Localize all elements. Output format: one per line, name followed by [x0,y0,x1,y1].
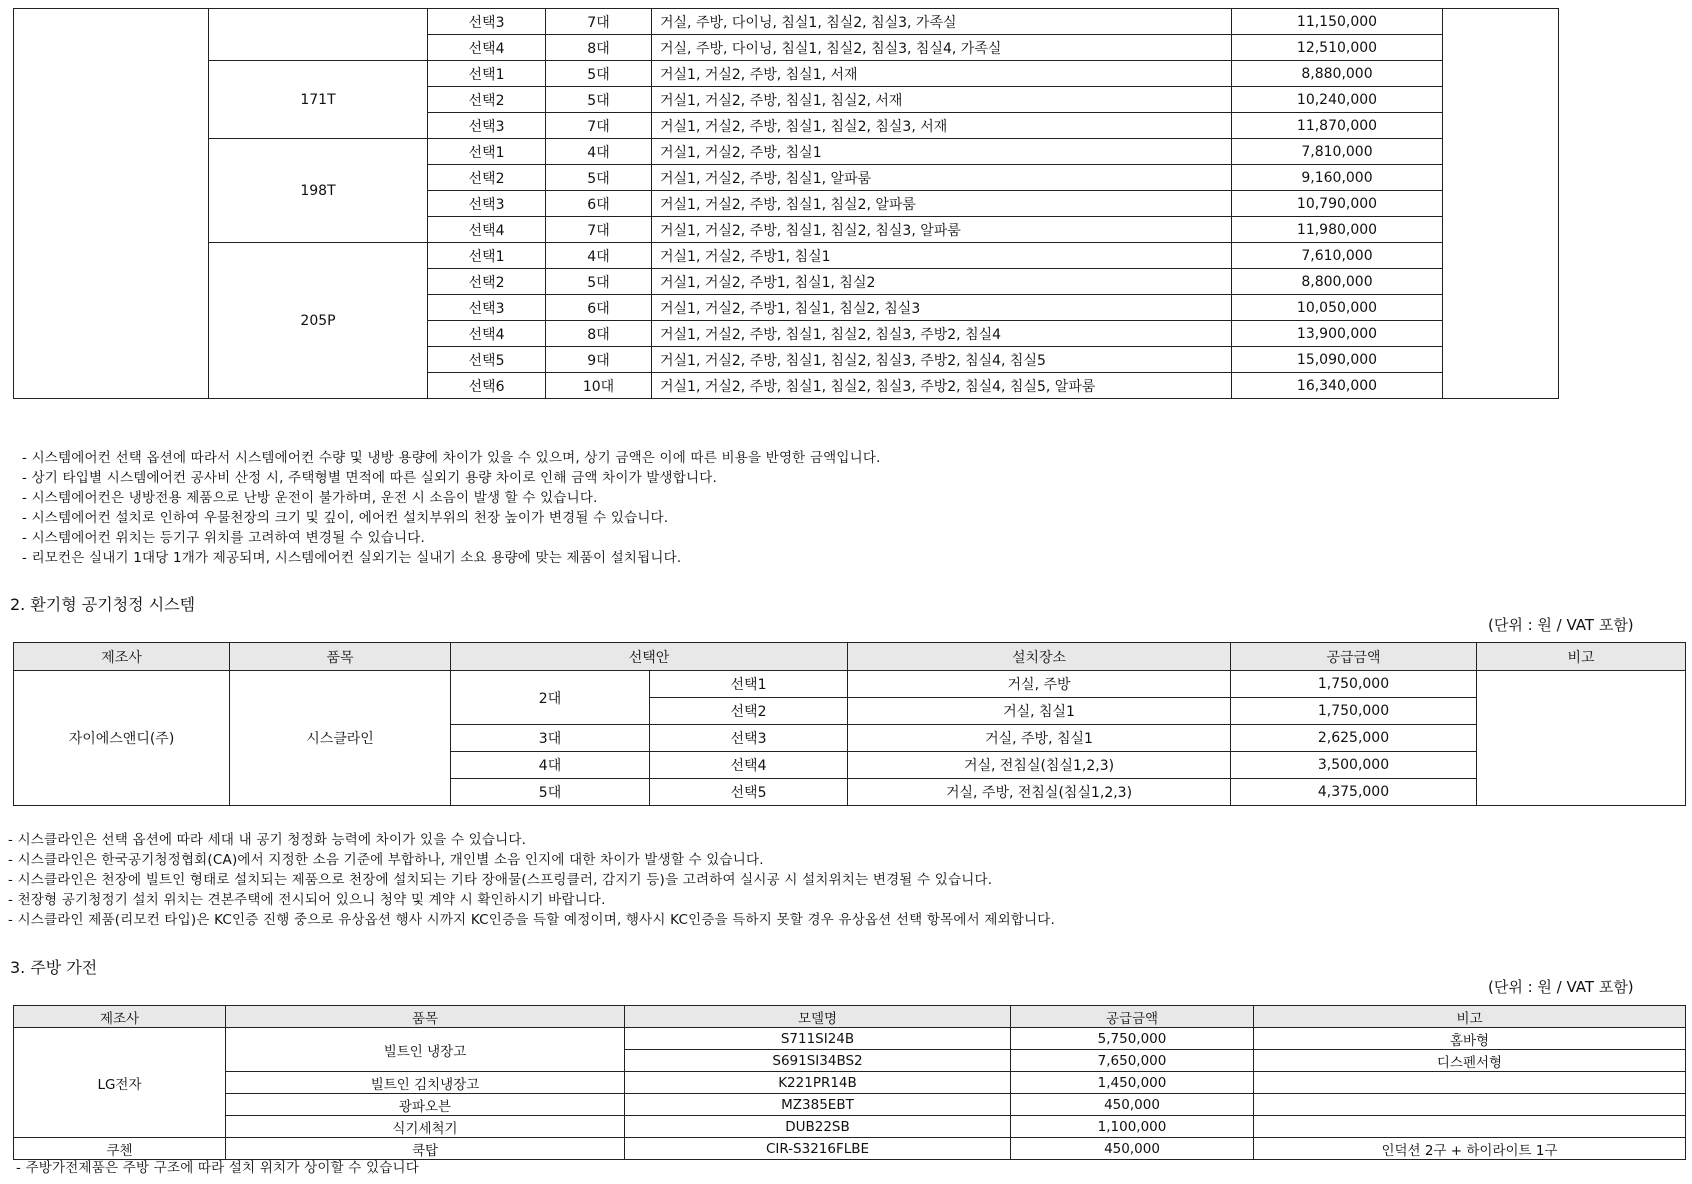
option-cell: 선택1 [428,61,546,87]
note-line: - 시스클라인은 선택 옵션에 따라 세대 내 공기 청정화 능력에 차이가 있을 수 있습니다. [8,832,527,848]
option-cell: 선택3 [428,9,546,35]
units-cell: 5대 [546,61,652,87]
model-cell: DUB22SB [625,1116,1011,1138]
maker-cell [14,9,209,399]
units-cell: 6대 [546,295,652,321]
price-cell: 11,980,000 [1232,217,1443,243]
section3-title: 3. 주방 가전 [10,958,98,977]
location-cell: 거실1, 거실2, 주방1, 침실1, 침실2 [652,269,1232,295]
location-cell: 거실1, 거실2, 주방, 침실1, 침실2, 침실3, 주방2, 침실4, 침실5 [652,347,1232,373]
note-line: - 시스템에어컨 위치는 등기구 위치를 고려하여 변경될 수 있습니다. [22,530,425,546]
header-model: 모델명 [625,1006,1011,1028]
price-cell: 11,870,000 [1232,113,1443,139]
units-cell: 4대 [546,139,652,165]
note-cell: 디스펜서형 [1254,1050,1686,1072]
price-cell: 2,625,000 [1231,725,1477,752]
price-cell: 450,000 [1011,1094,1254,1116]
note-cell [1254,1116,1686,1138]
ac-notes [22,448,881,568]
table-row [14,671,1686,698]
table-header-row [14,643,1686,671]
maker-cell: LG전자 [14,1028,226,1138]
price-cell: 16,340,000 [1232,373,1443,399]
item-cell: 식기세척기 [226,1116,625,1138]
option-cell: 선택4 [428,35,546,61]
option-cell: 선택5 [650,779,848,806]
location-cell: 거실, 주방 [848,671,1231,698]
item-cell: 빌트인 김치냉장고 [226,1072,625,1094]
model-cell: S711SI24B [625,1028,1011,1050]
section2-title: 2. 환기형 공기청정 시스템 [10,595,196,614]
price-cell: 450,000 [1011,1138,1254,1160]
header-price: 공급금액 [1011,1006,1254,1028]
option-cell: 선택6 [428,373,546,399]
units-cell: 8대 [546,321,652,347]
type-cell: 198T [209,139,428,243]
table-row [14,139,1559,165]
note-cell: 홈바형 [1254,1028,1686,1050]
header-item: 품목 [230,643,451,671]
location-cell: 거실1, 거실2, 주방, 침실1, 침실2, 침실3, 알파룸 [652,217,1232,243]
note-cell: 인덕션 2구 + 하이라이트 1구 [1254,1138,1686,1160]
location-cell: 거실1, 거실2, 주방1, 침실1, 침실2, 침실3 [652,295,1232,321]
note-line: - 상기 타입별 시스템에어컨 공사비 산정 시, 주택형별 면적에 따른 실외기 용량 차이로 인해 금액 차이가 발생합니다. [22,470,717,486]
note-line: - 시스클라인은 천장에 빌트인 형태로 설치되는 제품으로 천장에 설치되는 기타 장애물(스프링클러, 감지기 등)을 고려하여 실시공 시 설치위치는 변경될 수 있습니다. [8,872,993,888]
option-cell: 선택1 [428,139,546,165]
table-row [14,1116,1686,1138]
item-cell: 시스클라인 [230,671,451,806]
note-cell [1477,671,1686,806]
note-cell [1254,1094,1686,1116]
note-line: - 시스템에어컨 선택 옵션에 따라서 시스템에어컨 수량 및 냉방 용량에 차이가 있을 수 있으며, 상기 금액은 이에 따른 비용을 반영한 금액입니다. [22,450,881,466]
option-cell: 선택3 [428,295,546,321]
option-cell: 선택4 [650,752,848,779]
header-location: 설치장소 [848,643,1231,671]
location-cell: 거실, 침실1 [848,698,1231,725]
model-cell: MZ385EBT [625,1094,1011,1116]
table-row [14,1028,1686,1050]
air-purifier-notes [8,830,1055,930]
units-cell: 5대 [546,269,652,295]
item-cell: 광파오븐 [226,1094,625,1116]
price-cell: 7,610,000 [1232,243,1443,269]
option-cell: 선택3 [650,725,848,752]
price-cell: 1,450,000 [1011,1072,1254,1094]
price-cell: 7,650,000 [1011,1050,1254,1072]
price-cell: 1,750,000 [1231,698,1477,725]
model-cell: S691SI34BS2 [625,1050,1011,1072]
units-cell: 7대 [546,113,652,139]
option-cell: 선택2 [428,87,546,113]
units-cell: 2대 [451,671,650,725]
price-cell: 8,880,000 [1232,61,1443,87]
kitchen-appliance-table [13,1005,1686,1160]
note-line: - 주방가전제품은 주방 구조에 따라 설치 위치가 상이할 수 있습니다 [16,1160,419,1176]
option-cell: 선택3 [428,191,546,217]
units-cell: 4대 [451,752,650,779]
units-cell: 6대 [546,191,652,217]
units-cell: 10대 [546,373,652,399]
table-row [14,1138,1686,1160]
option-cell: 선택2 [650,698,848,725]
price-cell: 9,160,000 [1232,165,1443,191]
type-cell: 171T [209,61,428,139]
maker-cell: 쿠첸 [14,1138,226,1160]
item-cell: 쿡탑 [226,1138,625,1160]
price-cell: 10,240,000 [1232,87,1443,113]
location-cell: 거실, 전침실(침실1,2,3) [848,752,1231,779]
table-row [14,61,1559,87]
location-cell: 거실1, 거실2, 주방, 침실1, 서재 [652,61,1232,87]
header-maker: 제조사 [14,1006,226,1028]
units-cell: 5대 [451,779,650,806]
table-row [14,9,1559,35]
note-line: - 시스템에어컨은 냉방전용 제품으로 난방 운전이 불가하며, 운전 시 소음이 발생 할 수 있습니다. [22,490,598,506]
price-cell: 1,750,000 [1231,671,1477,698]
price-cell: 10,050,000 [1232,295,1443,321]
table-row [14,1094,1686,1116]
option-cell: 선택3 [428,113,546,139]
option-cell: 선택5 [428,347,546,373]
header-choice: 선택안 [451,643,848,671]
price-cell: 11,150,000 [1232,9,1443,35]
option-cell: 선택2 [428,269,546,295]
location-cell: 거실, 주방, 다이닝, 침실1, 침실2, 침실3, 가족실 [652,9,1232,35]
air-purifier-table [13,642,1686,806]
header-item: 품목 [226,1006,625,1028]
type-cell [209,9,428,61]
option-cell: 선택2 [428,165,546,191]
model-cell: CIR-S3216FLBE [625,1138,1011,1160]
price-cell: 3,500,000 [1231,752,1477,779]
location-cell: 거실1, 거실2, 주방, 침실1, 침실2, 침실3, 주방2, 침실4 [652,321,1232,347]
type-cell: 205P [209,243,428,399]
units-cell: 5대 [546,87,652,113]
units-cell: 8대 [546,35,652,61]
price-cell: 4,375,000 [1231,779,1477,806]
option-cell: 선택1 [650,671,848,698]
location-cell: 거실1, 거실2, 주방, 침실1, 침실2, 침실3, 주방2, 침실4, 침실5, 알파룸 [652,373,1232,399]
table-row [14,243,1559,269]
units-cell: 7대 [546,9,652,35]
note-line: - 시스템에어컨 설치로 인하여 우물천장의 크기 및 깊이, 에어컨 설치부위의 천장 높이가 변경될 수 있습니다. [22,510,669,526]
price-cell: 10,790,000 [1232,191,1443,217]
option-cell: 선택4 [428,321,546,347]
section2-unit: (단위 : 원 / VAT 포함) [1488,616,1634,634]
note-cell [1443,9,1559,399]
units-cell: 4대 [546,243,652,269]
location-cell: 거실, 주방, 전침실(침실1,2,3) [848,779,1231,806]
location-cell: 거실, 주방, 침실1 [848,725,1231,752]
price-cell: 12,510,000 [1232,35,1443,61]
location-cell: 거실1, 거실2, 주방, 침실1 [652,139,1232,165]
location-cell: 거실1, 거실2, 주방, 침실1, 침실2, 알파룸 [652,191,1232,217]
price-cell: 13,900,000 [1232,321,1443,347]
location-cell: 거실1, 거실2, 주방, 침실1, 알파룸 [652,165,1232,191]
option-cell: 선택4 [428,217,546,243]
note-line: - 시스클라인은 한국공기청정협회(CA)에서 지정한 소음 기준에 부합하나, 개인별 소음 인지에 대한 차이가 발생할 수 있습니다. [8,852,764,868]
kitchen-notes [16,1158,419,1178]
header-maker: 제조사 [14,643,230,671]
header-price: 공급금액 [1231,643,1477,671]
model-cell: K221PR14B [625,1072,1011,1094]
header-note: 비고 [1254,1006,1686,1028]
price-cell: 5,750,000 [1011,1028,1254,1050]
units-cell: 5대 [546,165,652,191]
note-line: - 시스클라인 제품(리모컨 타입)은 KC인증 진행 중으로 유상옵션 행사 시까지 KC인증을 득할 예정이며, 행사시 KC인증을 득하지 못할 경우 유상옵션 선택 항목에서 제외합니다. [8,912,1056,928]
ac-option-table [13,8,1559,399]
price-cell: 8,800,000 [1232,269,1443,295]
location-cell: 거실1, 거실2, 주방, 침실1, 침실2, 침실3, 서재 [652,113,1232,139]
maker-cell: 자이에스앤디(주) [14,671,230,806]
units-cell: 9대 [546,347,652,373]
price-cell: 7,810,000 [1232,139,1443,165]
price-cell: 15,090,000 [1232,347,1443,373]
price-cell: 1,100,000 [1011,1116,1254,1138]
section3-unit: (단위 : 원 / VAT 포함) [1488,978,1634,996]
item-cell: 빌트인 냉장고 [226,1028,625,1072]
units-cell: 3대 [451,725,650,752]
location-cell: 거실1, 거실2, 주방1, 침실1 [652,243,1232,269]
note-line: - 천장형 공기청정기 설치 위치는 견본주택에 전시되어 있으니 청약 및 계약 시 확인하시기 바랍니다. [8,892,606,908]
location-cell: 거실, 주방, 다이닝, 침실1, 침실2, 침실3, 침실4, 가족실 [652,35,1232,61]
option-cell: 선택1 [428,243,546,269]
units-cell: 7대 [546,217,652,243]
header-note: 비고 [1477,643,1686,671]
location-cell: 거실1, 거실2, 주방, 침실1, 침실2, 서재 [652,87,1232,113]
table-row [14,1072,1686,1094]
note-cell [1254,1072,1686,1094]
table-header-row [14,1006,1686,1028]
note-line: - 리모컨은 실내기 1대당 1개가 제공되며, 시스템에어컨 실외기는 실내기 소요 용량에 맞는 제품이 설치됩니다. [22,550,682,566]
